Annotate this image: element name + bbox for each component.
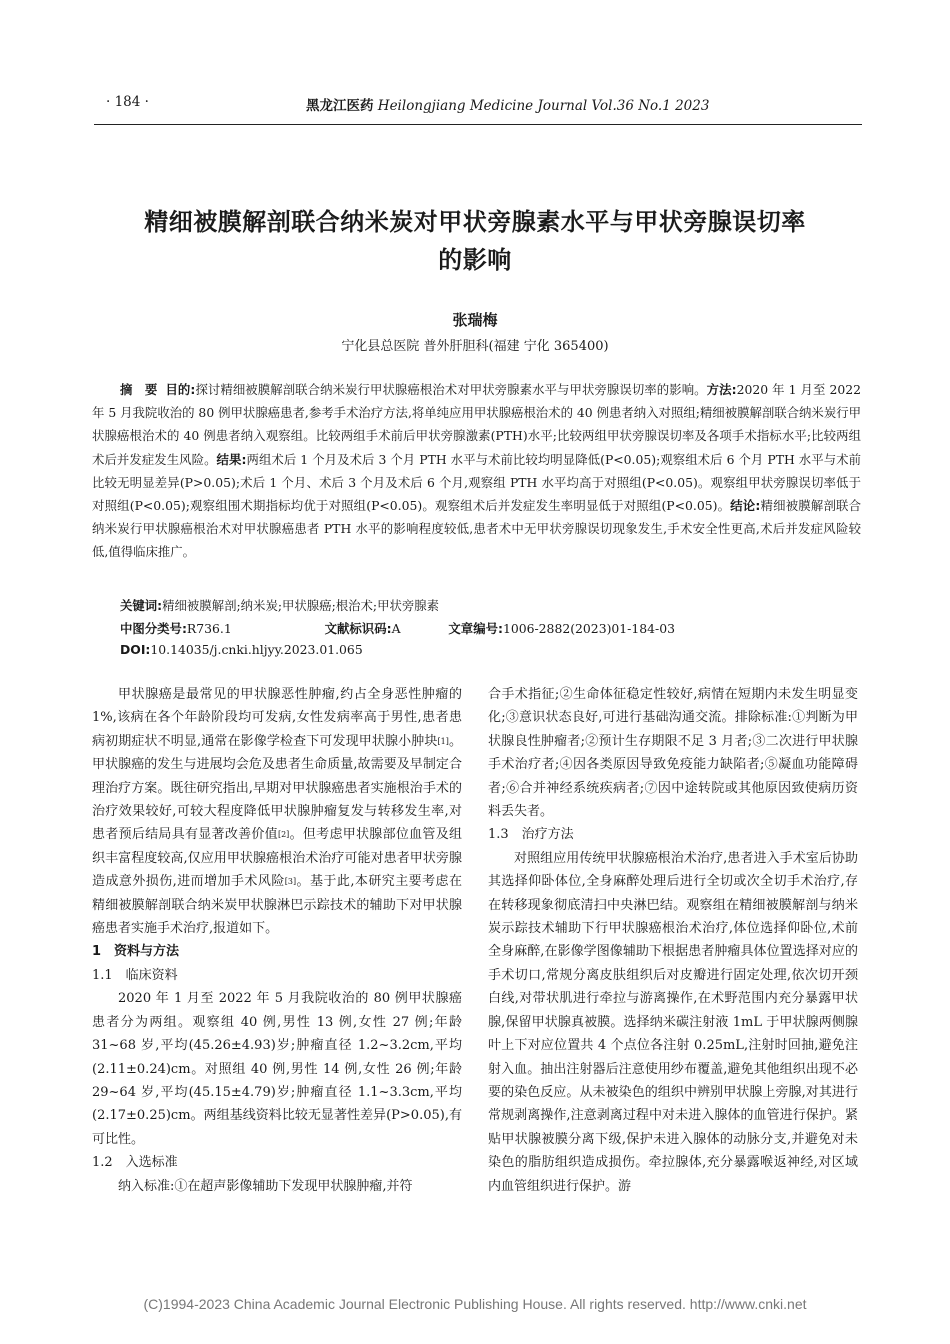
inclusion-paragraph-start: 纳入标准:①在超声影像辅助下发现甲状腺肿瘤,并符 xyxy=(118,1178,413,1194)
result-text: 两组术后 1 个月及术后 3 个月 PTH 水平与术前比较均明显降低(P<0.05);观察组术后 6 个月 PTH 水平与术前比较无明显差异(P>0.05);术后 1 个月、术后 3 个月及术后 6 个月,观察组 PTH 水平均高于对照组(P<0.05)。观察组甲状旁腺误切率低于对照组(P<0.05);观察组围术期指标均优于对照组(P<0.05)。观察组术后并发症发生率明显低于对照组(P<0.05)。 xyxy=(92,451,862,514)
objective-label: 目的: xyxy=(165,382,196,397)
copyright-footer: (C)1994-2023 China Academic Journal Electronic Publishing House. All rights reserved. http://www.cnki.net xyxy=(143,1296,807,1312)
journal-name xyxy=(306,94,709,114)
intro-paragraph: 甲状腺癌是最常见的甲状腺恶性肿瘤,约占全身恶性肿瘤的 1%,该病在各个年龄阶段均可发病,女性发病率高于男性,患者患病初期症状不明显,通常在影像学检查下可发现甲状腺小肿块[1]。甲状腺癌的发生与进展均会危及患者生命质量,故需要及早制定合理治疗方案。既往研究指出,早期对甲状腺癌患者实施根治手术的治疗效果较好,可较大程度降低甲状腺肿瘤复发与转移发生率,对患者预后结局具有显著改善价值[2]。但考虑甲状腺部位血管及组织丰富程度较高,仅应用甲状腺癌根治术治疗可能对患者甲状旁腺造成意外损伤,进而增加手术风险[3]。基于此,本研究主要考虑在精细被膜解剖联合纳米炭甲状腺淋巴示踪技术的辅助下对甲状腺癌患者实施手术治疗,报道如下。 xyxy=(92,687,462,937)
keywords-text: 精细被膜解剖;纳米炭;甲状腺癌;根治术;甲状旁腺素 xyxy=(162,598,440,613)
journal-name-cn: 黑龙江医药 xyxy=(306,98,374,114)
section-heading-1-2: 1.2 入选标准 xyxy=(92,1155,178,1171)
article-no-value: 1006-2882(2023)01-184-03 xyxy=(502,621,675,636)
abstract xyxy=(92,378,861,564)
doi-value: 10.14035/j.cnki.hljyy.2023.01.065 xyxy=(150,642,363,657)
doc-code-value: A xyxy=(391,621,401,636)
title-line-1: 精细被膜解剖联合纳米炭对甲状旁腺素水平与甲状旁腺误切率 xyxy=(144,208,806,236)
body-left-column xyxy=(92,683,462,1198)
body-right-column xyxy=(488,683,858,1198)
section-heading-1-3: 1.3 治疗方法 xyxy=(488,827,574,843)
section-heading-1-1: 1.1 临床资料 xyxy=(92,967,178,983)
affiliation: 宁化县总医院 普外肝胆科(福建 宁化 365400) xyxy=(341,339,609,354)
treatment-paragraph: 对照组应用传统甲状腺癌根治术治疗,患者进入手术室后协助其选择仰卧体位,全身麻醉处理后进行全切或次全切手术治疗,存在转移现象彻底清扫中央淋巴结。观察组在精细被膜解剖与纳米炭示踪技术辅助下行甲状腺癌根治术治疗,体位选择仰卧位,术前全身麻醉,在影像学图像辅助下根据患者肿瘤具体位置选择对应的手术切口,常规分离皮肤组织后对皮瓣进行固定处理,依次切开颈白线,对带状肌进行牵拉与游离操作,在术野范围内充分暴露甲状腺,保留甲状腺真被膜。选择纳米碳注射液 1mL 于甲状腺两侧腺叶上下对应位置共 4 个点位各注射 0.25mL,注射时回抽,避免注射入血。抽出注射器后注意使用纱布覆盖,避免其他组织出现不必要的染色反应。从未被染色的组织中辨别甲状腺上旁腺,对其进行常规剥离操作,注意剥离过程中对未进入腺体的血管进行保护。紧贴甲状腺被膜分离下级,保护未进入腺体的动脉分支,并避免对未染色的脂肪组织造成损伤。牵拉腺体,充分暴露喉返神经,对区域内血管组织进行保护。游 xyxy=(488,850,858,1194)
doc-code-label: 文献标识码: xyxy=(324,621,392,636)
inclusion-paragraph-cont: 合手术指征;②生命体征稳定性较好,病情在短期内未发生明显变化;③意识状态良好,可进行基础沟通交流。排除标准:①判断为甲状腺良性肿瘤者;②预计生存期限不足 3 月者;③二次进行甲状腺手术治疗者;④因各类原因导致免疫能力缺陷者;⑤凝血功能障碍者;⑥合并神经系统疾病者;⑦因中途转院或其他原因致使病历资料丢失者。 xyxy=(488,687,858,820)
objective-text: 探讨精细被膜解剖联合纳米炭行甲状腺癌根治术对甲状旁腺素水平与甲状旁腺误切率的影响。 xyxy=(195,382,707,397)
section-heading-1: 1 资料与方法 xyxy=(92,944,180,960)
citation-1: [1] xyxy=(437,736,449,746)
clinical-data-paragraph: 2020 年 1 月至 2022 年 5 月我院收治的 80 例甲状腺癌患者分为两组。观察组 40 例,男性 13 例,女性 27 例;年龄 31~68 岁,平均(45.26±4.93)岁;肿瘤直径 1.2~3.2cm,平均(2.11±0.24)cm。对照组 40 例,男性 14 例,女性 26 例;年龄 29~64 岁,平均(45.15±4.79)岁;肿瘤直径 1.1~3.3cm,平均(2.17±0.25)cm。两组基线资料比较无显著性差异(P>0.05),有可比性。 xyxy=(92,991,462,1147)
citation-2: [2] xyxy=(277,830,290,840)
doi xyxy=(120,642,363,657)
page-number: · 184 · xyxy=(106,94,149,110)
citation-3: [3] xyxy=(284,877,297,887)
conclusion-text: 精细被膜解剖联合纳米炭行甲状腺癌根治术对甲状腺癌患者 PTH 水平的影响程度较低,患者术中无甲状旁腺误切现象发生,手术安全性更高,术后并发症风险较低,值得临床推广。 xyxy=(92,498,861,560)
journal-name-en: Heilongjiang Medicine Journal Vol.36 No.1 2023 xyxy=(377,98,710,114)
title-line-2: 的影响 xyxy=(438,246,512,274)
method-text: 2020 年 1 月至 2022 年 5 月我院收治的 80 例甲状腺癌患者,参考手术治疗方法,将单纯应用甲状腺癌根治术的 40 例患者纳入对照组;精细被膜解剖联合纳米炭行甲状腺癌根治术的 40 例患者纳入观察组。比较两组手术前后甲状旁腺激素(PTH)水平;比较两组甲状旁腺误切率及各项手术指标水平;比较两组术后并发症发生风险。 xyxy=(92,382,861,467)
article-no-label: 文章编号: xyxy=(448,621,503,636)
method-label: 方法: xyxy=(706,382,737,397)
abstract-label: 摘 要 xyxy=(120,382,158,397)
keywords xyxy=(120,596,439,614)
conclusion-label: 结论: xyxy=(730,498,761,514)
result-label: 结果: xyxy=(216,451,247,467)
doi-label: DOI: xyxy=(120,642,151,657)
header-rule xyxy=(94,124,862,125)
article-title xyxy=(80,203,870,279)
keywords-label: 关键词: xyxy=(120,598,163,613)
classification xyxy=(120,619,675,637)
clc-label: 中图分类号: xyxy=(120,621,187,636)
author-name: 张瑞梅 xyxy=(452,311,498,329)
clc-value: R736.1 xyxy=(186,621,232,636)
